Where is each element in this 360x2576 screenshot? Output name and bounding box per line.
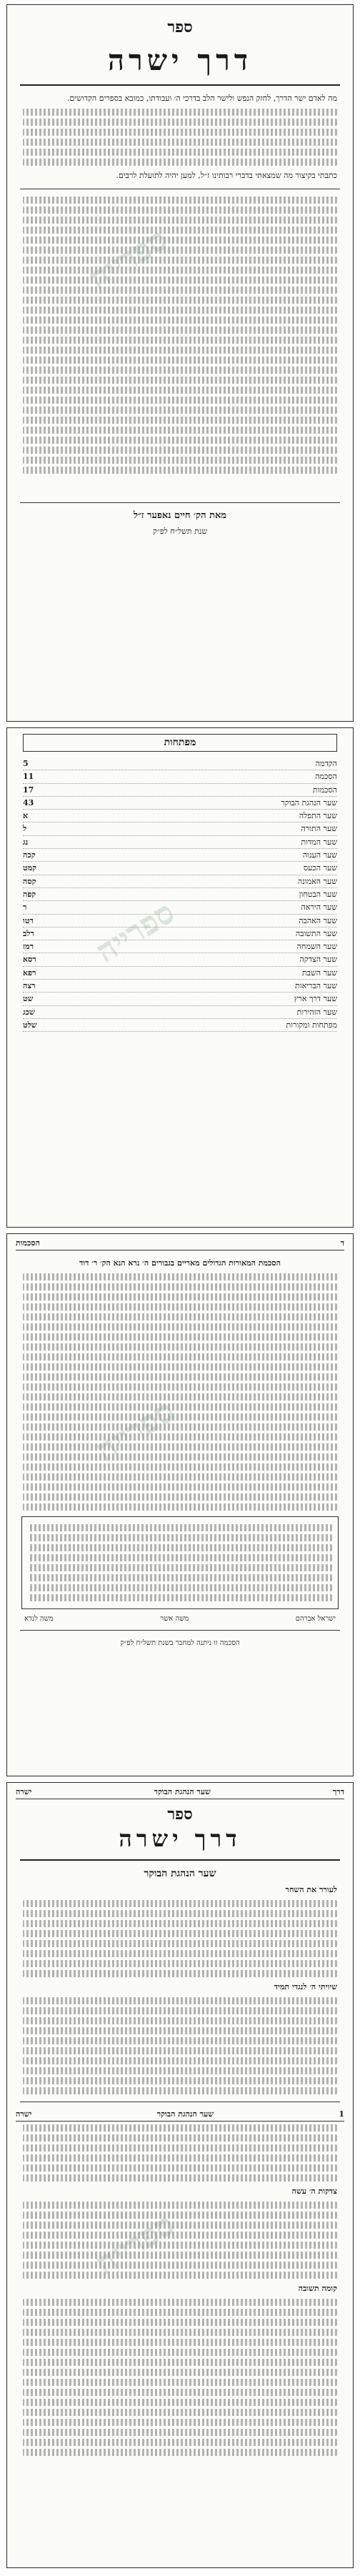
subsection-title: שיויתי ה׳ לנגדי תמיד bbox=[274, 1982, 337, 1991]
text-block bbox=[23, 2222, 337, 2229]
text-block bbox=[28, 1544, 332, 1551]
toc-label: שער דרך ארץ bbox=[294, 994, 337, 1004]
text-block bbox=[23, 1323, 337, 1331]
header-left: ישרה bbox=[16, 2109, 32, 2119]
text-block bbox=[23, 2429, 337, 2436]
text-block bbox=[23, 2299, 337, 2306]
toc-label: שער השבת bbox=[301, 968, 337, 978]
author-line: מאת הק׳ חיים נאפער ז״ל bbox=[133, 510, 227, 521]
header-center: שער הנהגת הבוקר bbox=[154, 1787, 211, 1796]
text-block bbox=[28, 1594, 332, 1601]
running-header bbox=[16, 1787, 344, 1799]
text-block bbox=[23, 2242, 337, 2249]
text-block bbox=[23, 2369, 337, 2376]
text-block bbox=[23, 109, 337, 116]
text-block bbox=[23, 2449, 337, 2456]
toc-row[interactable] bbox=[23, 784, 337, 797]
text-block bbox=[23, 1423, 337, 1431]
signature: משה אשר bbox=[160, 1615, 189, 1623]
text-block bbox=[23, 1353, 337, 1361]
toc-row[interactable] bbox=[23, 940, 337, 953]
toc-page-number: רלב bbox=[23, 928, 34, 938]
toc-page-number: קמט bbox=[23, 863, 37, 873]
toc-row[interactable] bbox=[23, 862, 337, 875]
text-block bbox=[23, 2144, 337, 2152]
text-block bbox=[23, 1343, 337, 1351]
toc-label: הקדמה bbox=[315, 759, 337, 768]
text-block bbox=[23, 2124, 337, 2132]
title-page bbox=[6, 4, 354, 722]
header-right: דרך bbox=[332, 1787, 344, 1796]
toc-page-number: ל bbox=[23, 824, 27, 834]
text-block bbox=[23, 2027, 337, 2034]
text-block bbox=[23, 2272, 337, 2279]
text-block bbox=[23, 1463, 337, 1471]
toc-row[interactable] bbox=[23, 1006, 337, 1019]
text-block bbox=[28, 1574, 332, 1581]
text-block bbox=[23, 2389, 337, 2396]
approbation-box bbox=[21, 1516, 339, 1609]
toc-label: מפתחות ומקורות bbox=[286, 1020, 337, 1030]
text-block bbox=[23, 2077, 337, 2084]
toc-label: שער הבריאות bbox=[295, 981, 337, 991]
text-block bbox=[23, 277, 337, 284]
header-center: שער הנהגת הבוקר bbox=[156, 2109, 214, 2119]
text-block bbox=[23, 2202, 337, 2209]
toc-page bbox=[6, 727, 354, 1228]
text-block bbox=[23, 2007, 337, 2014]
toc-row[interactable] bbox=[23, 888, 337, 901]
text-block bbox=[23, 2359, 337, 2366]
text-block bbox=[23, 2329, 337, 2336]
toc-label: שער הבטחון bbox=[299, 889, 337, 899]
book-kicker: ספר bbox=[167, 1805, 193, 1824]
text-block bbox=[23, 1433, 337, 1441]
text-block bbox=[23, 2134, 337, 2142]
signature: משה לנדא bbox=[24, 1615, 54, 1623]
book-title: דרך ישרה bbox=[108, 44, 252, 77]
text-block bbox=[23, 2057, 337, 2064]
text-block bbox=[23, 1960, 337, 1967]
divider bbox=[20, 1859, 340, 1861]
toc-page-number: קכה bbox=[23, 850, 36, 860]
text-block bbox=[28, 1554, 332, 1561]
text-block bbox=[23, 2349, 337, 2356]
book-kicker: ספר bbox=[167, 18, 193, 36]
toc-row[interactable] bbox=[23, 901, 337, 914]
text-block bbox=[23, 427, 337, 434]
text-block bbox=[23, 2309, 337, 2316]
text-block bbox=[23, 447, 337, 454]
text-block bbox=[23, 1293, 337, 1301]
text-block bbox=[23, 1283, 337, 1291]
text-block bbox=[23, 2419, 337, 2426]
text-block bbox=[23, 1443, 337, 1451]
text-block bbox=[23, 317, 337, 324]
text-block bbox=[23, 1453, 337, 1461]
divider bbox=[20, 502, 340, 503]
toc-page-number: 17 bbox=[23, 785, 34, 795]
toc-page-number: רצה bbox=[23, 981, 36, 991]
text-block bbox=[23, 2212, 337, 2219]
toc-label: שער הזהירות bbox=[296, 1007, 337, 1017]
text-block bbox=[23, 227, 337, 234]
text-block bbox=[23, 1997, 337, 2004]
signature-row bbox=[24, 1615, 336, 1623]
text-block bbox=[23, 367, 337, 374]
text-block bbox=[23, 327, 337, 334]
toc-page-number: 43 bbox=[23, 797, 34, 807]
header-left: הסכמות bbox=[16, 1238, 41, 1248]
text-block bbox=[23, 357, 337, 364]
toc-page-number: רפא bbox=[23, 968, 36, 978]
watermark: ספרייה bbox=[89, 2206, 181, 2282]
text-block bbox=[23, 467, 337, 474]
text-block bbox=[23, 397, 337, 404]
running-header bbox=[16, 1238, 344, 1250]
toc-row[interactable] bbox=[23, 928, 337, 940]
text-block bbox=[23, 237, 337, 244]
text-block bbox=[23, 1493, 337, 1501]
watermark: ספרייה bbox=[82, 221, 174, 297]
toc-row[interactable] bbox=[23, 915, 337, 928]
text-block bbox=[23, 417, 337, 424]
divider bbox=[20, 1630, 340, 1631]
text-block bbox=[23, 387, 337, 394]
text-block bbox=[23, 377, 337, 384]
toc-label: שער הצדקה bbox=[299, 955, 337, 965]
subsection-title: לעורר את השחר bbox=[285, 1885, 337, 1894]
text-block bbox=[23, 1373, 337, 1381]
toc-page-number: שט bbox=[23, 994, 34, 1004]
gate-title: שער הנהגת הבוקר bbox=[144, 1868, 216, 1879]
text-block bbox=[23, 1940, 337, 1947]
text-block bbox=[23, 197, 337, 204]
approbation-page bbox=[6, 1233, 354, 1776]
toc-page-number: שלט bbox=[23, 1020, 37, 1030]
running-header bbox=[16, 2109, 344, 2122]
text-block bbox=[23, 2154, 337, 2162]
text-block bbox=[23, 1900, 337, 1907]
chapter-page bbox=[6, 1782, 354, 2568]
text-block bbox=[23, 2164, 337, 2172]
text-block bbox=[23, 119, 337, 126]
text-block bbox=[23, 2037, 337, 2044]
text-block bbox=[23, 1950, 337, 1957]
text-block bbox=[23, 2017, 337, 2024]
toc-page-number: קפה bbox=[23, 889, 36, 899]
toc-label: שער הנהגת הבוקר bbox=[281, 797, 337, 807]
text-block bbox=[23, 1393, 337, 1401]
toc-row[interactable] bbox=[23, 810, 337, 822]
text-block bbox=[23, 2409, 337, 2416]
toc-label: שער השמחה bbox=[296, 942, 337, 952]
toc-page-number: א bbox=[23, 811, 29, 821]
text-block bbox=[23, 217, 337, 224]
toc-page-number: 5 bbox=[23, 759, 29, 768]
toc-row[interactable] bbox=[23, 875, 337, 888]
toc-page-number: נג bbox=[23, 837, 29, 847]
toc-heading: מפתחות bbox=[23, 734, 337, 752]
toc-row[interactable] bbox=[23, 980, 337, 993]
text-block bbox=[28, 1534, 332, 1541]
text-block bbox=[23, 1473, 337, 1481]
text-block bbox=[23, 1413, 337, 1421]
toc-row[interactable] bbox=[23, 967, 337, 980]
toc-row[interactable] bbox=[23, 797, 337, 810]
toc-page-number: ר bbox=[23, 902, 27, 912]
text-block bbox=[23, 207, 337, 214]
toc-row[interactable] bbox=[23, 993, 337, 1005]
toc-page-number: 11 bbox=[23, 772, 34, 782]
text-block bbox=[23, 297, 337, 304]
text-block bbox=[23, 1333, 337, 1341]
text-block bbox=[23, 149, 337, 156]
signature: ישראל אברהם bbox=[295, 1615, 336, 1623]
text-block bbox=[23, 1920, 337, 1927]
toc-label: שער האמונה bbox=[297, 876, 337, 886]
text-block bbox=[23, 1930, 337, 1937]
text-block bbox=[23, 1910, 337, 1917]
text-block bbox=[28, 1584, 332, 1591]
header-right: ד bbox=[340, 1238, 344, 1248]
text-block bbox=[23, 1503, 337, 1511]
toc-row[interactable] bbox=[23, 770, 337, 783]
subsection-title: קומה תשובה bbox=[298, 2284, 337, 2293]
text-block bbox=[23, 457, 337, 464]
text-block bbox=[28, 1524, 332, 1531]
toc-label: שער האהבה bbox=[299, 915, 337, 925]
text-block bbox=[23, 1383, 337, 1391]
toc-row[interactable] bbox=[23, 953, 337, 966]
toc-row[interactable] bbox=[23, 849, 337, 862]
toc-page-number: רמז bbox=[23, 942, 34, 952]
toc-list bbox=[23, 757, 337, 1032]
text-block bbox=[23, 247, 337, 254]
intro-paragraph: כתבתי בקיצור מה שמצאתי בדברי רבותינו ז״ל, למען יהיה לתועלת לרבים. bbox=[116, 171, 337, 180]
text-block bbox=[28, 1564, 332, 1571]
text-block bbox=[23, 1273, 337, 1280]
text-block bbox=[23, 2319, 337, 2326]
text-block bbox=[23, 2262, 337, 2269]
footer-note: הסכמה זו ניתנה למחבר בשנת תשל״ח לפ״ק bbox=[120, 1639, 240, 1647]
subsection-title: צדקות ה׳ עשה bbox=[291, 2187, 337, 2196]
text-block bbox=[23, 159, 337, 166]
toc-row[interactable] bbox=[23, 1019, 337, 1032]
text-block bbox=[23, 287, 337, 294]
text-block bbox=[23, 2399, 337, 2406]
toc-label: שער התורה bbox=[301, 824, 337, 834]
text-block bbox=[23, 2439, 337, 2446]
text-block bbox=[23, 2339, 337, 2346]
text-block bbox=[23, 2047, 337, 2054]
toc-row[interactable] bbox=[23, 757, 337, 770]
toc-page-number: קסה bbox=[23, 876, 36, 886]
toc-label: הסכמה bbox=[315, 772, 337, 782]
watermark: ספרייה bbox=[89, 894, 181, 970]
toc-row[interactable] bbox=[23, 822, 337, 835]
header-left: ישרה bbox=[16, 1787, 32, 1796]
text-block bbox=[23, 1483, 337, 1491]
text-block bbox=[23, 1970, 337, 1977]
text-block bbox=[23, 2379, 337, 2386]
toc-label: שער התשובה bbox=[295, 928, 337, 938]
book-title: דרך ישרה bbox=[119, 1825, 241, 1852]
publisher-line: שנת תשל״ח לפ״ק bbox=[152, 527, 208, 536]
text-block bbox=[23, 1313, 337, 1321]
text-block bbox=[23, 337, 337, 344]
toc-page-number: רסא bbox=[23, 955, 36, 965]
divider bbox=[20, 84, 340, 86]
text-block bbox=[23, 407, 337, 414]
text-block bbox=[23, 2232, 337, 2239]
toc-label: שער המדות bbox=[301, 837, 337, 847]
text-block bbox=[23, 257, 337, 264]
approbation-title: הסכמת המאורות הגדולים מאריים בגבורים ה׳ נרא הנא הק׳ ר׳ דוד bbox=[79, 1258, 281, 1268]
page-number: 1 bbox=[339, 2109, 344, 2119]
toc-label: הסכמות bbox=[312, 785, 337, 795]
intro-paragraph: מה לאדם ישר הדרך, לחזק הנפש ולישר הלב בדרכי ה׳ ועבודתו, כמובא בספרים הקדושים. bbox=[66, 94, 337, 103]
text-block bbox=[23, 2252, 337, 2259]
text-block bbox=[23, 267, 337, 274]
toc-label: שער הענוה bbox=[302, 850, 337, 860]
text-block bbox=[23, 1363, 337, 1371]
text-block bbox=[23, 307, 337, 314]
text-block bbox=[23, 2067, 337, 2074]
text-block bbox=[23, 2087, 337, 2094]
toc-label: שער היראה bbox=[301, 902, 337, 912]
toc-row[interactable] bbox=[23, 836, 337, 849]
toc-label: שער התפלה bbox=[299, 811, 337, 821]
text-block bbox=[23, 347, 337, 354]
text-block bbox=[23, 437, 337, 444]
toc-page-number: שכג bbox=[23, 1007, 35, 1017]
text-block bbox=[23, 2174, 337, 2182]
text-block bbox=[23, 1403, 337, 1411]
text-block bbox=[23, 129, 337, 136]
toc-page-number: רטו bbox=[23, 915, 34, 925]
text-block bbox=[23, 1303, 337, 1311]
toc-label: שער הכעס bbox=[303, 863, 337, 873]
text-block bbox=[23, 139, 337, 146]
watermark: ספרייה bbox=[89, 1393, 181, 1469]
